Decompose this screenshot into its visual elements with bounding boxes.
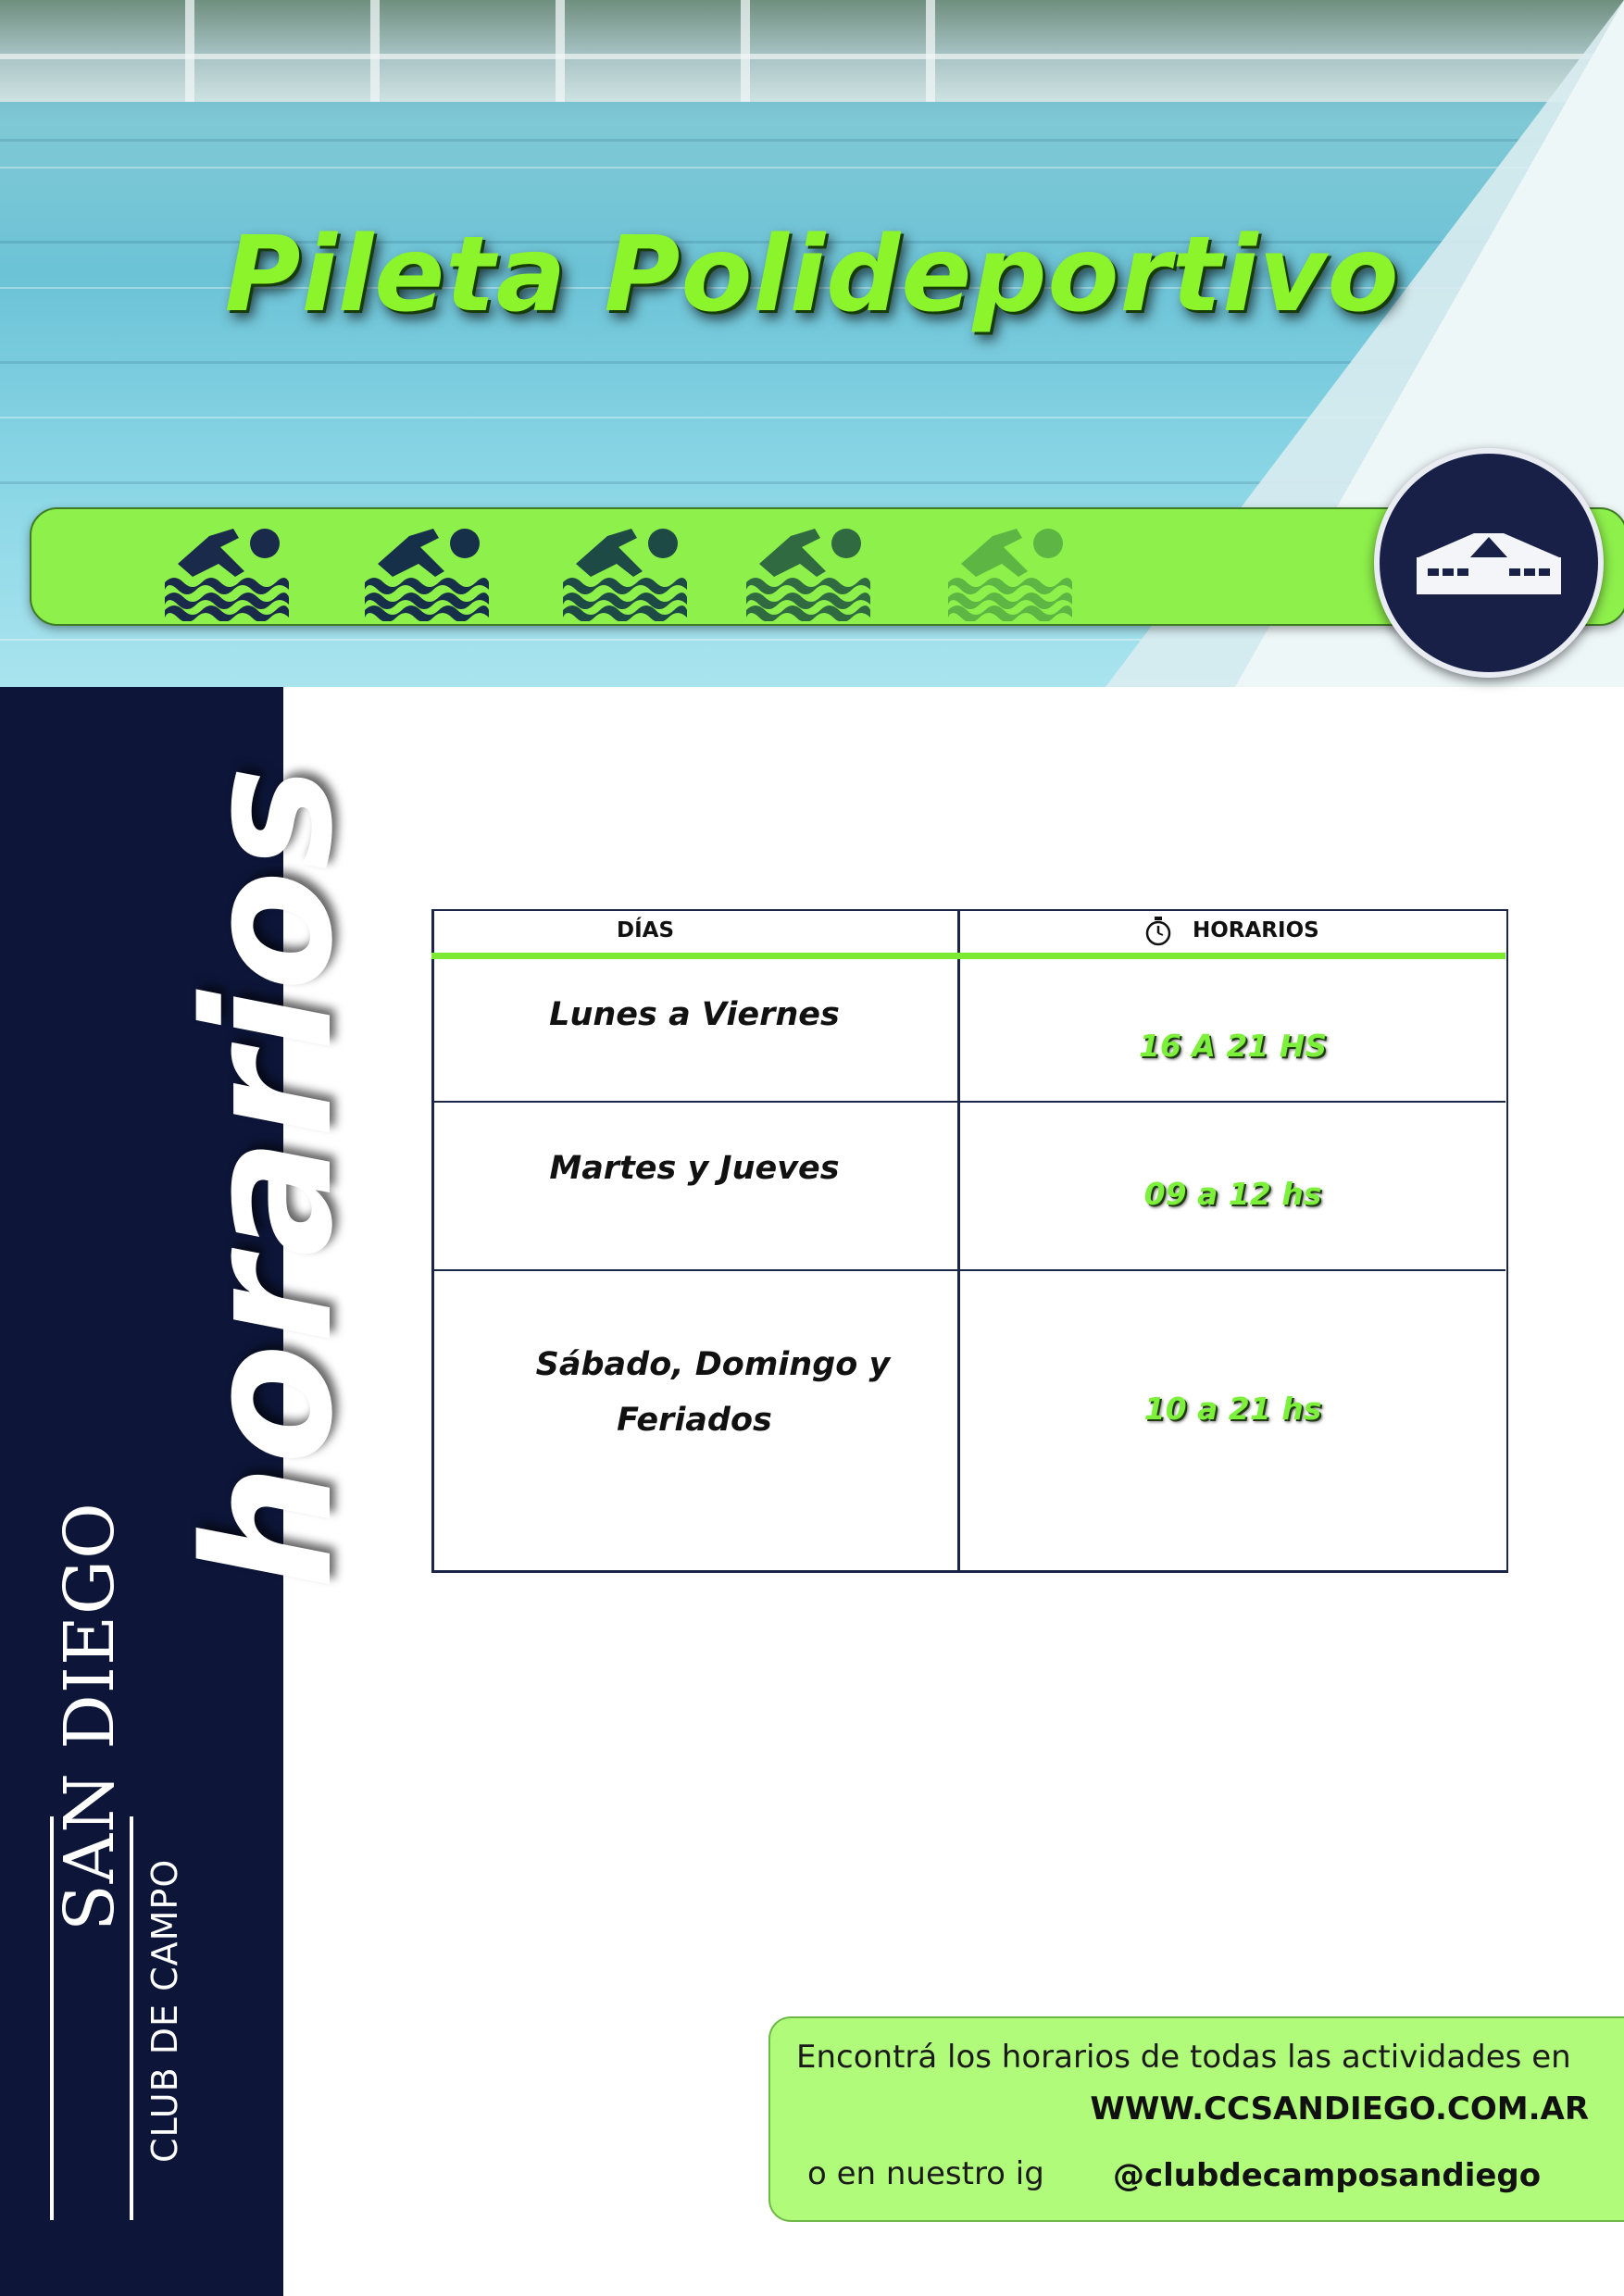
row-hours: 16 A 21 HS: [1138, 1028, 1328, 1064]
club-house-logo-icon: [1380, 454, 1598, 672]
swimmer-icon: [557, 512, 687, 621]
sidebar-heading-text: horarios: [167, 765, 371, 1591]
stopwatch-icon: [1143, 915, 1174, 948]
page-title: Pileta Polideportivo: [224, 215, 1400, 335]
row-days: Sábado, Domingo y: [535, 1346, 891, 1383]
brand-subtitle: CLUB DE CAMPO: [144, 1858, 185, 2163]
row-days: Martes y Jueves: [549, 1150, 840, 1187]
info-ig-text: o en nuestro ig: [807, 2155, 1044, 2192]
info-box: [768, 2016, 1624, 2222]
row-hours: 09 a 12 hs: [1143, 1176, 1322, 1212]
brand-rule: [130, 1816, 133, 2220]
roof-bar: [556, 0, 565, 102]
brand-name: SAN DIEGO: [50, 1502, 130, 1931]
row-divider: [431, 1101, 1505, 1103]
website-link[interactable]: WWW.CCSANDIEGO.COM.AR: [1090, 2090, 1589, 2128]
row-hours: 10 a 21 hs: [1143, 1391, 1322, 1427]
roof-bar: [926, 0, 935, 102]
roof-bar: [741, 0, 750, 102]
column-divider: [957, 909, 960, 1570]
swimmer-icon: [943, 512, 1072, 621]
info-text: Encontrá los horarios de todas las actividades en: [796, 2039, 1571, 2076]
row-days-continued: Feriados: [617, 1402, 772, 1439]
roof-bar: [185, 0, 194, 102]
swimmer-icon: [741, 512, 870, 621]
column-header-hours: HORARIOS: [1193, 918, 1319, 942]
swimmer-icon: [159, 512, 289, 621]
swimmer-icon: [359, 512, 489, 621]
schedule-table: [431, 909, 1505, 1570]
column-header-days: DÍAS: [617, 918, 675, 942]
club-logo-badge: [1374, 448, 1604, 678]
instagram-handle[interactable]: @clubdecamposandiego: [1113, 2157, 1542, 2194]
row-divider: [431, 1269, 1505, 1271]
header-underline: [431, 953, 1505, 959]
row-days: Lunes a Viernes: [549, 996, 840, 1033]
roof-bar: [370, 0, 380, 102]
